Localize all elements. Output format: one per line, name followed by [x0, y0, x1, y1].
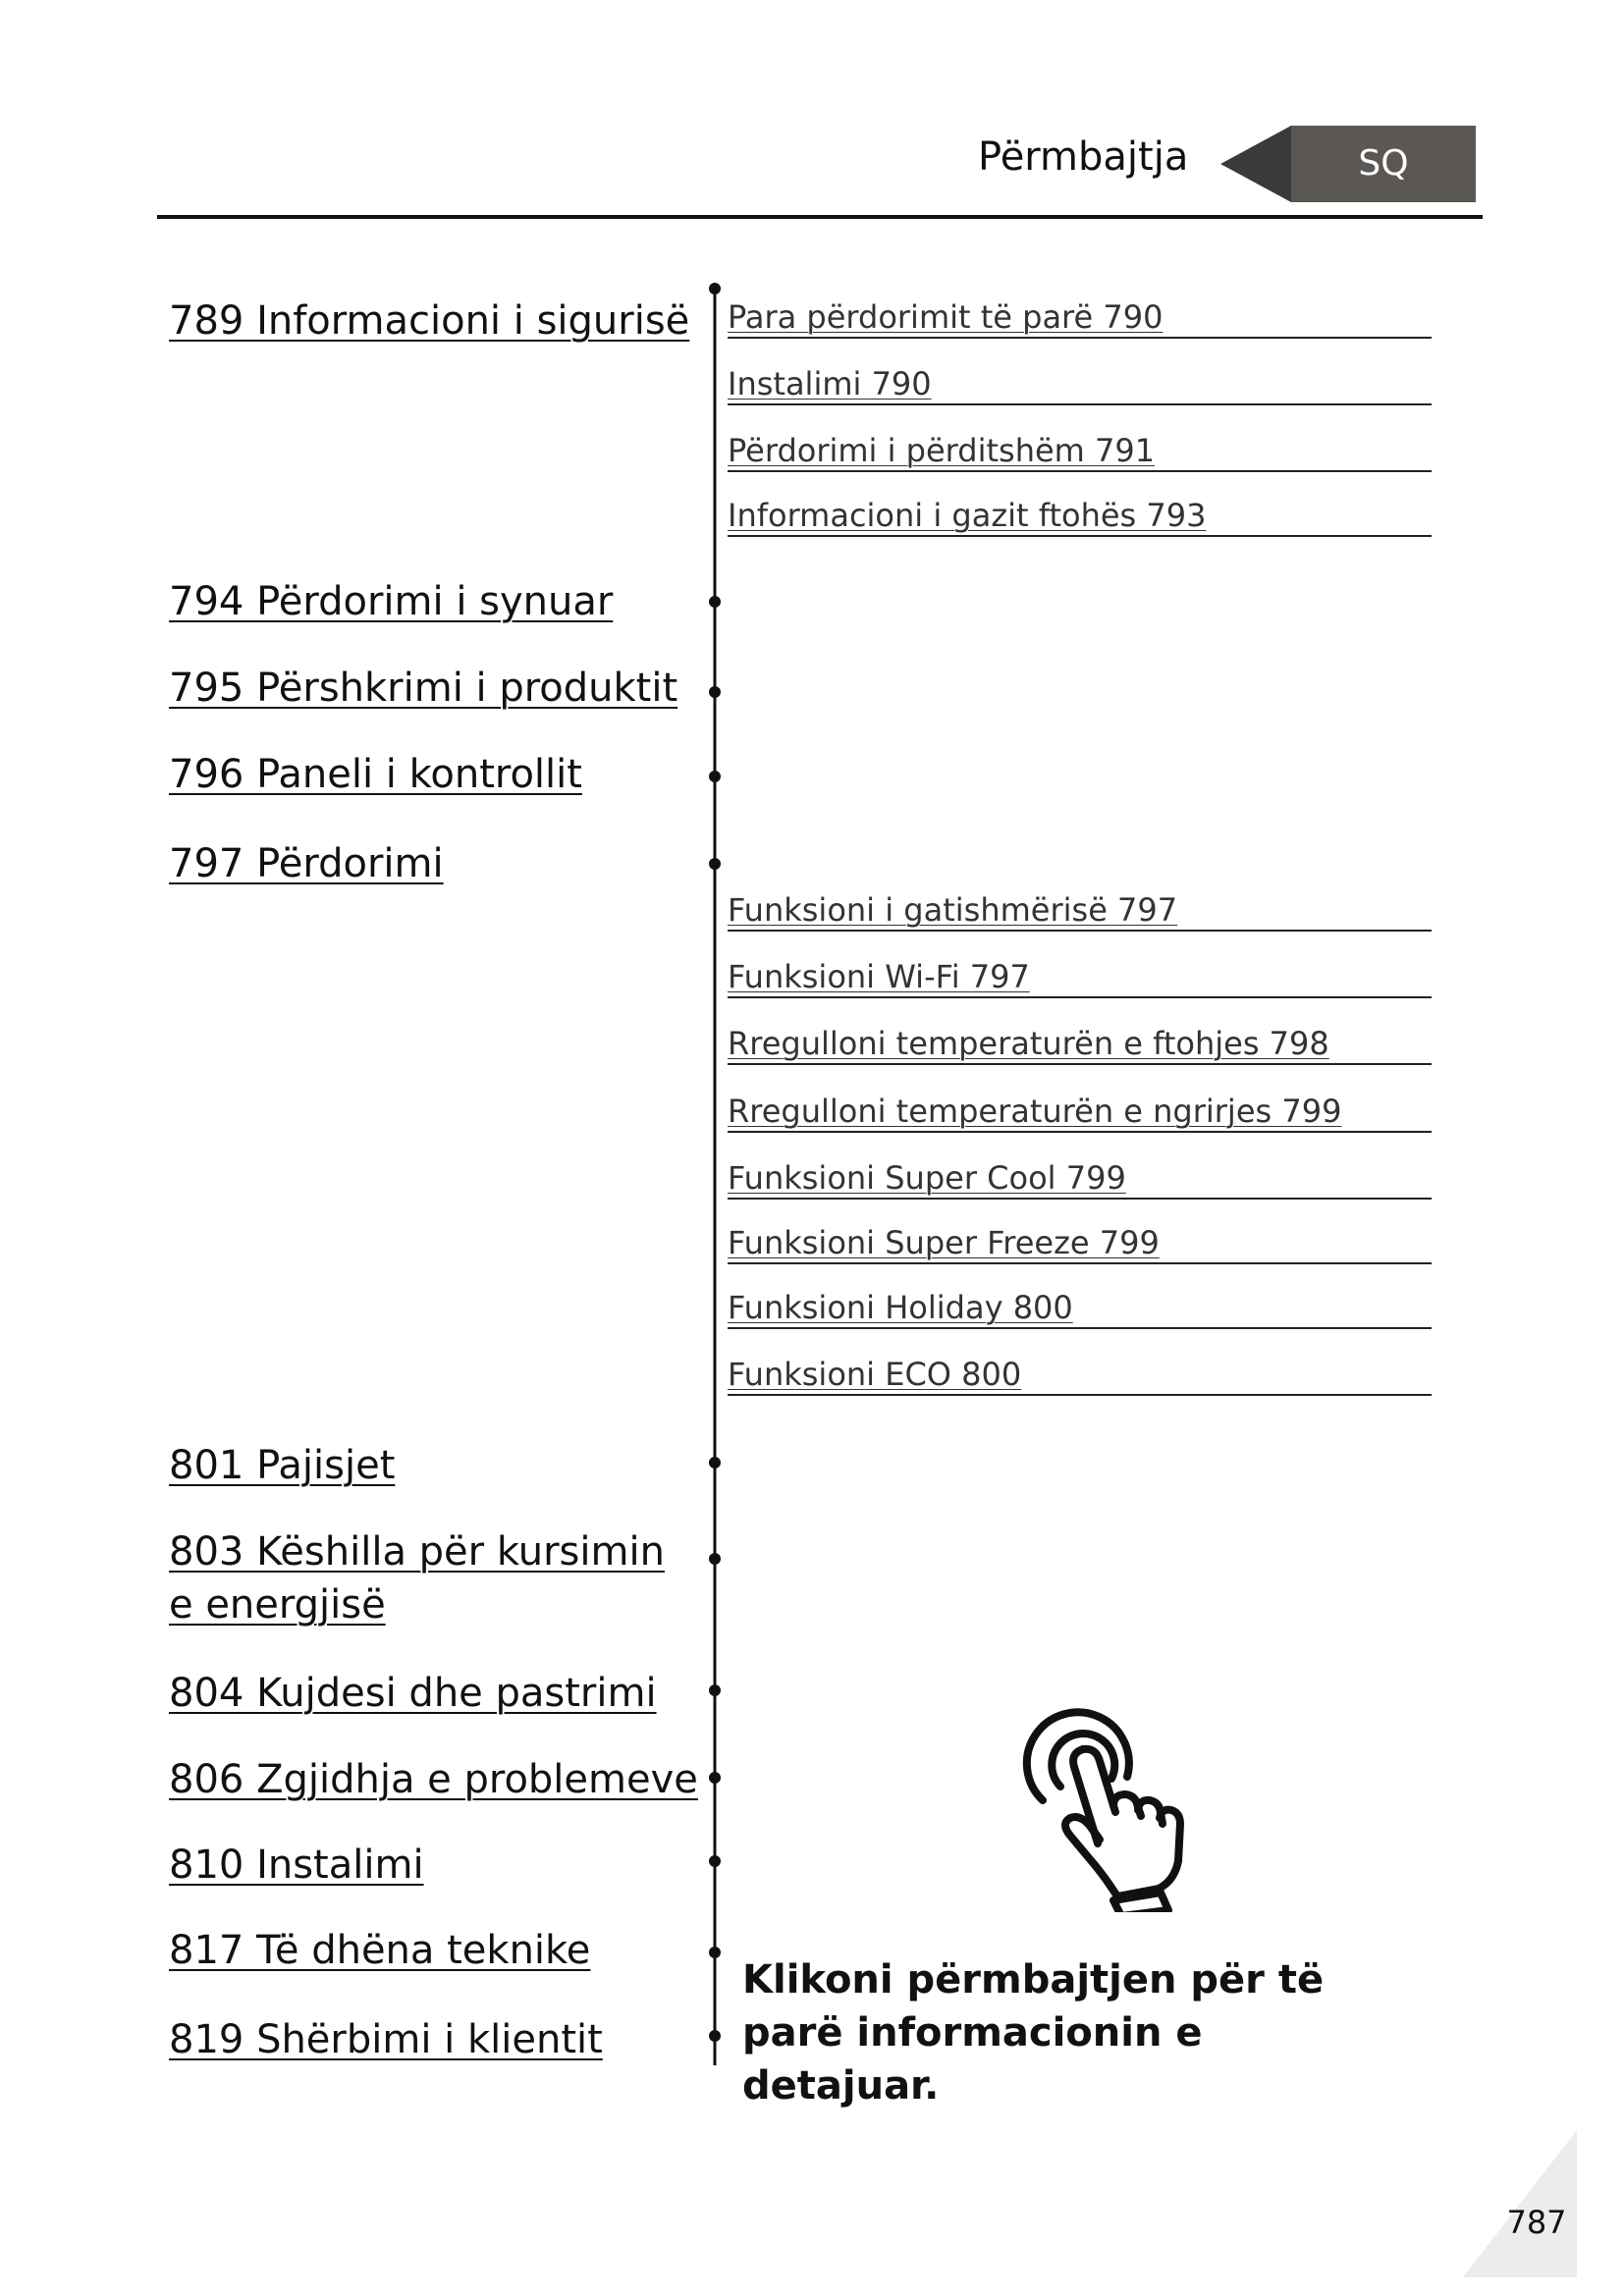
- timeline-dot: [709, 1684, 721, 1696]
- page-number: 787: [1506, 2204, 1567, 2241]
- toc-subitem[interactable]: [728, 955, 1432, 998]
- timeline-dot: [709, 596, 721, 608]
- toc-subitem-label: Rregulloni temperaturën e ngrirjes 799: [728, 1093, 1342, 1130]
- toc-item-safety-information[interactable]: 789 Informacioni i sigurisë: [169, 298, 690, 344]
- toc-subitem[interactable]: [728, 1090, 1432, 1133]
- toc-item-troubleshooting[interactable]: 806 Zgjidhja e problemeve: [169, 1757, 698, 1802]
- toc-subitem[interactable]: [728, 1022, 1432, 1065]
- toc-item-accessories[interactable]: 801 Pajisjet: [169, 1443, 396, 1488]
- timeline-dot: [709, 283, 721, 294]
- toc-subitem-label: Informacioni i gazit ftohës 793: [728, 497, 1207, 534]
- timeline-dot: [709, 1947, 721, 1958]
- toc-item-product-description[interactable]: 795 Përshkrimi i produktit: [169, 666, 678, 711]
- timeline-dot: [709, 1772, 721, 1784]
- toc-item-energy-saving-tips[interactable]: 803 Këshilla për kursimin e energjisë: [169, 1529, 665, 1628]
- toc-subitem[interactable]: [728, 1221, 1432, 1264]
- toc-subitem[interactable]: [728, 429, 1432, 472]
- page-title: Përmbajtja: [978, 134, 1189, 180]
- toc-subitem-label: Instalimi 790: [728, 365, 932, 402]
- timeline-dot: [709, 1457, 721, 1468]
- language-code: SQ: [1358, 143, 1409, 184]
- touch-hand-icon: [1011, 1706, 1198, 1912]
- timeline-dot: [709, 1553, 721, 1565]
- toc-item-installation[interactable]: 810 Instalimi: [169, 1842, 424, 1888]
- timeline-dot: [709, 686, 721, 698]
- toc-subitem[interactable]: [728, 1156, 1432, 1200]
- toc-subitem[interactable]: [728, 362, 1432, 405]
- toc-subitem[interactable]: [728, 295, 1432, 339]
- header-divider: [157, 215, 1483, 219]
- toc-subitem-label: Para përdorimit të parë 790: [728, 298, 1164, 336]
- toc-subitem-label: Funksioni i gatishmërisë 797: [728, 891, 1178, 929]
- toc-subitem-label: Funksioni Super Cool 799: [728, 1159, 1126, 1197]
- toc-subitem[interactable]: [728, 1286, 1432, 1329]
- toc-item-control-panel[interactable]: 796 Paneli i kontrollit: [169, 752, 582, 797]
- toc-subitem-label: Funksioni Super Freeze 799: [728, 1224, 1160, 1261]
- toc-subitem-label: Rregulloni temperaturën e ftohjes 798: [728, 1025, 1329, 1062]
- timeline-dot: [709, 858, 721, 870]
- toc-subitem-label: Funksioni ECO 800: [728, 1356, 1022, 1393]
- toc-item-technical-data[interactable]: 817 Të dhëna teknike: [169, 1928, 591, 1973]
- toc-subitem[interactable]: [728, 494, 1432, 537]
- toc-subitem-label: Funksioni Wi-Fi 797: [728, 958, 1030, 995]
- toc-subitem-label: Funksioni Holiday 800: [728, 1289, 1073, 1326]
- toc-item-care-and-cleaning[interactable]: 804 Kujdesi dhe pastrimi: [169, 1671, 657, 1716]
- toc-item-intended-use[interactable]: 794 Përdorimi i synuar: [169, 579, 614, 624]
- toc-subitem[interactable]: [728, 888, 1432, 932]
- toc-subitem[interactable]: [728, 1353, 1432, 1396]
- toc-item-usage[interactable]: 797 Përdorimi: [169, 841, 444, 886]
- toc-item-customer-service[interactable]: 819 Shërbimi i klientit: [169, 2017, 603, 2062]
- timeline-dot: [709, 771, 721, 782]
- instruction-text: Klikoni përmbajtjen për të parë informacionin e detajuar.: [742, 1957, 1325, 2109]
- timeline-dot: [709, 1855, 721, 1867]
- timeline-dot: [709, 2030, 721, 2042]
- language-tab: [1220, 126, 1476, 202]
- toc-subitem-label: Përdorimi i përditshëm 791: [728, 432, 1156, 469]
